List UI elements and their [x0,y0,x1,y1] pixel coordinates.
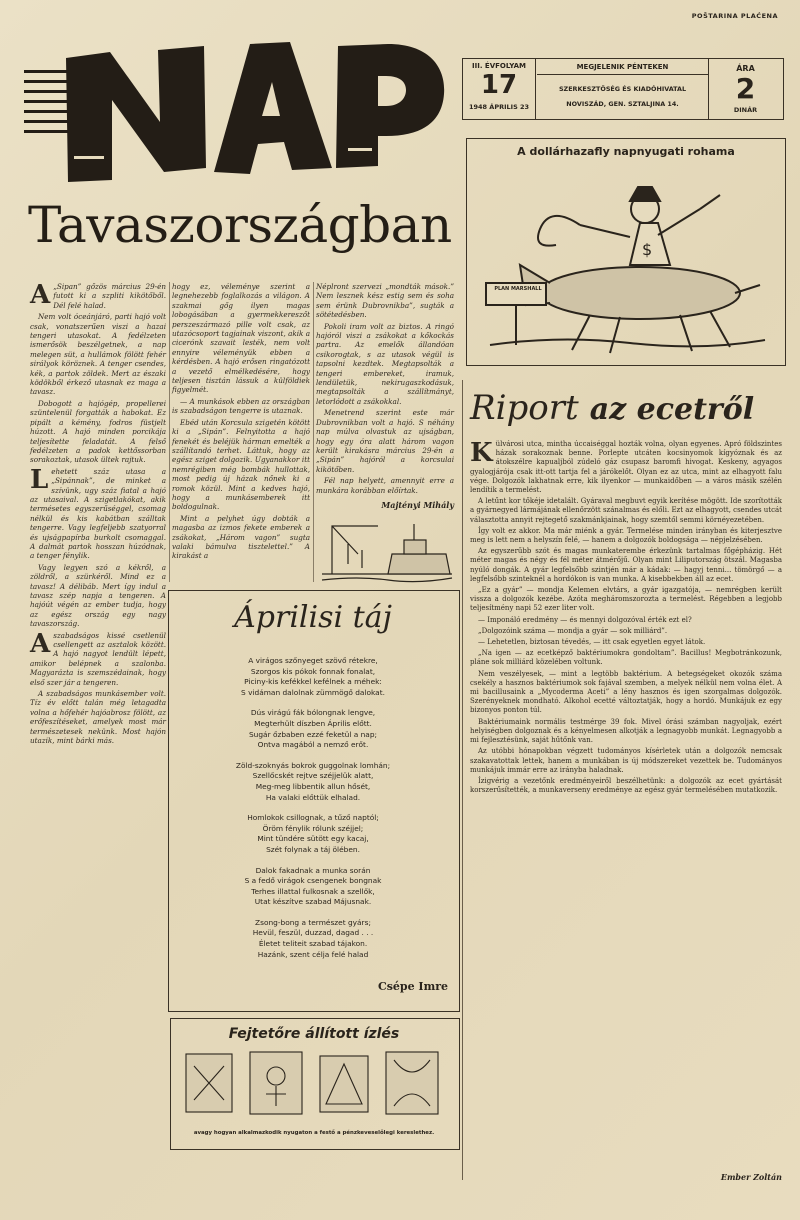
dollar-rider-illustration [480,165,770,360]
painters-sketch [180,1046,448,1124]
puzzle-illustration [180,1046,448,1124]
report-p4: Az egyszerűbb szót és magas munkaterembe érkezünk tartalmas főgépházig. Hét méter magas és négy és fél méter átmérőjű. Olyan mint Liliputország ötszál. Magasba nyúló dongák. A gyár legfelsőbb szintjén már a kádak: — hagyj tenni... tömörgő — a legfelsőbb szinteknél a hordókon is van munka. A kisebbekben áll az ecet. [470,547,782,583]
lead-col3-p4: Fél nap helyett, amennyit erre a munkára korábban előírtak. [316,476,454,495]
poem-stanza [178,656,448,698]
report-p2: A letűnt kor tőkéje idetalált. Gyáraval megbuvt egyik kerítése mögött. Ide szorították a gyárnegyed lármájának ellenőrzött szánalmas és előli. Ezt az elhagyott, csendes utcát választotta annyit rejtegető szakmánkjainak, hogy szemtől semmi körnéyezetében. [470,497,782,524]
volume-label: III. ÉVFOLYAM [472,62,526,70]
report-q5: „Na igen — az ecetképző baktériumokra gondoltam”. Bacillus! Megbotránkozunk, pláne sok milliárd közelében voltunk. [470,649,782,667]
poem-line: Ha valaki előttük elhalad. [265,792,361,802]
poem-author: Csépe Imre [377,980,448,993]
lead-col2-p4: Mint a pelyhet úgy dobták a magasba az izmos fekete emberek a zsákokat, „Három vagon” sugta valaki bámulva tisztelettel.” A kirakást a [172,513,310,561]
poem-line: Dalok fakadnak a munka során [255,865,371,875]
report-p3: Így volt ez akkor. Ma már miénk a gyár. Termelése minden irányban és kiterjesztve meg is lett nem a helyszín felé, — hanem a dolgozók boldogsága — népjelzésében. [470,526,782,545]
poem-text [178,656,448,970]
poem-line: Zöld-szoknyás bokrok guggolnak lomhán; [235,760,391,770]
lead-headline: Tavaszországban [28,196,452,254]
report-p5: Nem veszélyesek, — mint a legtöbb baktérium. A betegségeket okozók száma csekély a hasznos baktériumok sok fajával szemben, a melyek nélkül nem volna élet. A mi bacillusaink a „Mycoderma Aceti” a lény hasznos és igen szorgalmas dolgozók. Szerényeknek mondható. Alkohol ecetté változtatják, hogy a hordó. Munkájuk ez egy bizonyos ponton túl. [470,669,782,715]
report-headline-part1: Riport [470,388,579,428]
poem-line: Szellőcskét rejtve széjjelük alatt, [252,771,374,781]
price-value: 2 [735,72,756,105]
lead-column-3 [316,282,454,495]
poem-title: Áprilisi táj [234,600,392,635]
report-q1: „Ez a gyár” — mondja Kelemen elvtárs, a gyár igazgatója, — nemrégben került vissza a dolgozók kezébe. Azóta megháromszorozta a termelést. Régebben a legjobb teljesítmény napi 52 ezer liter volt. [470,586,782,613]
lead-col1-p5: Vagy legyen szó a kékről, a zöldről, a szürkéről. Mind ez a tavasz! A délibáb. Mert így indul a tavasz szép napja a tengeren. A hajóút végén az ember tudja, hogy az egész ország egy nagy tavaszország. [30,562,166,629]
lead-dropcap-3: A [30,628,51,659]
poem-line: Életet teliteit szabad tájakon. [258,939,368,949]
report-p8: Ízigvérig a vezetőnk eredményeiről beszélhetünk: a dolgozók az ecet gyártását korszerűsítették, a munkaverseny eredménye az egész gyár termelésében mutatkozik. [470,776,782,795]
harbour-illustration [318,514,456,584]
lead-col1-p1: „Sipan” gőzös március 29-én futott ki a szpliti kikötőből. Dél felé halad. [53,282,166,310]
report-p6: Baktériumaink normális testmérge 39 fok. Mivel órási számban nagyoljak, ezért helyiségben dolgoznak és a kényelmesen alkotják a legnagyobb munkát. Legnagyobb a mi fejlesztésünk, saját hűtőnk van. [470,717,782,745]
poem-line: Utat készítve szabad Májusnak. [254,897,372,907]
report-body [470,440,782,1164]
poem-line: Megterhült díszben Április előtt. [254,718,372,728]
column-divider [313,282,314,582]
office-line2: NOVISZÁD, GEN. SZTALJINA 14. [566,100,679,108]
poem-stanza [178,866,448,908]
poem-line: Sugár őzbaben ezzé feketül a nap; [248,729,378,739]
poem-line: Meg-meg libbentik allun hősét, [255,781,371,791]
poem-line: A virágos szőnyeget szövő rétekre, [248,656,378,665]
report-p7: Az utóbbi hónapokban végzett tudományos kísérletek után a dolgozók nemcsak szakavatottak lettek, hanem a munkában is új módszereket vezettek be. Tudományos munkájuk immár erre az irányba haladnak. [470,747,782,774]
report-q4: — Lehetetlen, biztosan tévedés, — itt csak egyetlen egyet látok. [478,638,706,647]
poem-line: Piciny-kis kefékkel kefélnek a méhek: [244,677,382,687]
poem-line: S vidáman dalolnak zümmögő dalokat. [241,687,385,697]
lead-dropcap-1: A [30,280,51,310]
report-q3: „Dolgozóink száma — mondja a gyár — sok milliárd”. [478,626,668,635]
price-currency: DINÁR [733,106,758,114]
poem-stanza [178,813,448,855]
poem-line: Öröm fénylik rólunk széjjel; [262,823,364,833]
issue-date: 1948 ÁPRILIS 23 [468,103,530,111]
cartoon-drawing [480,165,770,360]
lead-dropcap-2: L [30,464,49,495]
poem-line: Homlokok csillognak, a tűző naptól; [247,813,379,823]
lead-col3-p1: Néplront szervezi „mondták mások.” Nem lesznek kész estig sem és soha sem érünk Dubrovnikba”, sugták a sötétedésben. [316,282,454,320]
poem-line: Ontva magából a nemző erőt. [257,740,369,750]
svg-text:$: $ [642,240,653,259]
lead-col1-p3: Dobogott a hajógép, propellerei szüntelenül forgatták a habokat. Ez pipált a kémény, fodros füstjelt húzott. A hajó minden porcikája teljesítette feladatát. A felső fedélzeten a padok kettőssorban sorakoztak, utasok ültek rajtuk. [30,398,166,465]
lead-col2-p2: — A munkások ebben az országban is szabadságon tengerre is utaznak. [172,396,310,416]
lead-col2-p1: hogy ez, véleménye szerint a legnehezebb foglalkozás a világon. A szakmai gőg ilyen magas lobogásában a gyermekkereszőt perszeszármazó pille volt csak, az utazócsoport tagjainak viszont, akik a cicerónk szavait lesték, nem volt ennyire véleményük ebben a kérdésben. A hajó erősen ringatózott a vezető elmélkedésére, hogy teljesen tisztán lássuk a külföldiek figyelmét. [172,282,310,395]
column-divider [462,380,463,1180]
lead-author: Majtényi Mihály [381,500,454,510]
report-author: Ember Zoltán [720,1172,782,1182]
poem-line: Szét folynak a táj ölében. [266,844,360,854]
lead-col1-p6: szabadságos kissé csetlenül csellengett az asztalok között. A hajó nagyot lendült lépett, amikor belépnek a szalonba. Magyarázta is szemszédainak, hogy első szer jár a tengeren. [30,630,166,687]
puzzle-title: Fejtetőre állított ízlés [228,1026,400,1042]
puzzle-caption: avagy hogyan alkalmazkodik nyugaton a festő a pénzkeveselőlegi kereslethez. [193,1130,435,1136]
poem-stanza [178,761,448,803]
report-p1: ülvárosi utca, mintha úccaiséggal hozták volna, olyan egyenes. Apró földszintes házak sorakoznak benne. Porlepte utcáten kocsinyomok kígyóznak és az átokszélre kapualjból zúdeló gáz csupasz baromfi hivogat. Keskeny, agyagos gyalogjárója csak itt-ott tartja fel a járókelőt. Olyan ez az utca, mint az elhagyott falu vége. Dolgozók lakhatnak erre, kik ilyenkor — munkaidőben — a város másik szélén lendítik a termelést. [470,440,782,495]
poem-line: Zsong-bong a természet gyárs; [255,917,371,927]
report-headline-part2: az ecetről [589,392,755,427]
lead-col1-p7: A szabadságos munkásember volt. Tíz év előtt talán még letagadta volna a hőfehér hajóabrosz fölött, az erőfeszítéseket, amelyek most már természetesek nekünk. Most hajón utazik, mint bárki más. [30,689,166,746]
poem-line: Terhes illattal fulkosnak a szellők, [251,886,375,896]
poem-line: Hevül, feszül, duzzad, dagad . . . [252,928,374,938]
poem-stanza [178,918,448,960]
report-headline [470,388,790,428]
postage-note: POŠTARINA PLAĆENA [691,12,778,20]
nap-logo [18,40,458,190]
lead-col1-p4: ehetett száz utasa a „Sipánnak”, de minket a szívünk, ugy száz fiatal a hajó az utasaival. A szigetlakókat, akik termésetes egyszerűséggel, csomag nélkül és kis kabátban szálltak tengerre. Vagy legfeljebb szatyorral és ujságpapírba burkolt csomaggal. A dalmát partok hosszan húzódnak, a tenger fénylik. [30,466,166,561]
publish-day: MEGJELENIK PÉNTEKEN [576,63,669,71]
report-q2: — Imponáló eredmény — és mennyi dolgozóval érték ezt el? [478,615,692,624]
lead-col2-p3: Ebéd után Korcsula szigetén kötött ki a „Sipán”. Felnyitotta a hajó fenekét és beléjük hárman emelték a szállítandó terhet. Láttuk, hogy az egész sziget dolgozik. Ugyanakkor itt nemrégiben még bombák hullottak, most pedig új házak nőnek ki a romok közül. Mint a kedves hajó, hogy a munkásemberek itt boldogulnak. [172,417,310,512]
poem-line: Hazánk, szent célja felé halad [257,949,369,959]
lead-column-1 [30,282,166,1182]
price-label: ÁRA [736,64,755,73]
poem-line: Dús virágú fák bólongnak lengve, [250,708,376,718]
poem-line: S a fedő virágok csengenek bongnak [244,876,382,886]
lead-col3-p2: Pokoli iram volt az biztos. A ringó hajóról viszi a zsákokat a kőkockás partra. Az emelők állandóan csikorogtak, s az utasok végül is tapsolni kezdtek. Megtapsolták a tengeri embereket, iramuk, lendületük, nekirugaszkodásuk, megtapsolták a szállítmányt, letorlódott a zsákokkal. [316,321,454,406]
office-line1: SZERKESZTŐSÉG ÉS KIADÓHIVATAL [558,85,687,93]
lead-col3-p3: Menetrend szerint este már Dubrovnikban volt a hajó. S néhány nap múlva olvastuk az ujságban, hogy egy óra alatt három vagon került kirakásra március 29-én a „Sipán” hajóról a korcsulai kikötőben. [316,408,454,474]
lead-col1-p2: Nem volt óceánjáró, parti hajó volt csak, vonatszerűen viszi a hazai tengeri utasokat. A fedélzeten ismerősök beszélgetnek, a nap melegen süt, a hullámok fölött fehér sirályok köröznek. A tenger csendes, kék, a partok zöldek. Mert az északi ködökből érkező utasnak ez maga a tavasz. [30,312,166,397]
poem-stanza [178,708,448,750]
issue-number: 17 [480,70,518,100]
cartoon-sign-text: PLAN MARSHALL [494,286,542,292]
lead-column-2 [172,282,310,582]
report-dropcap: K [470,438,493,468]
poem-line: Mint tündére sütött egy kacaj, [257,834,369,844]
poem-line: Szorgos kis pókok fonnak fonalat, [250,666,376,676]
masthead-logo [18,40,458,190]
column-divider [169,282,170,582]
cartoon-title: A dollárhazafly napnyugati rohama [517,145,735,158]
ship-crane-sketch [318,514,456,584]
